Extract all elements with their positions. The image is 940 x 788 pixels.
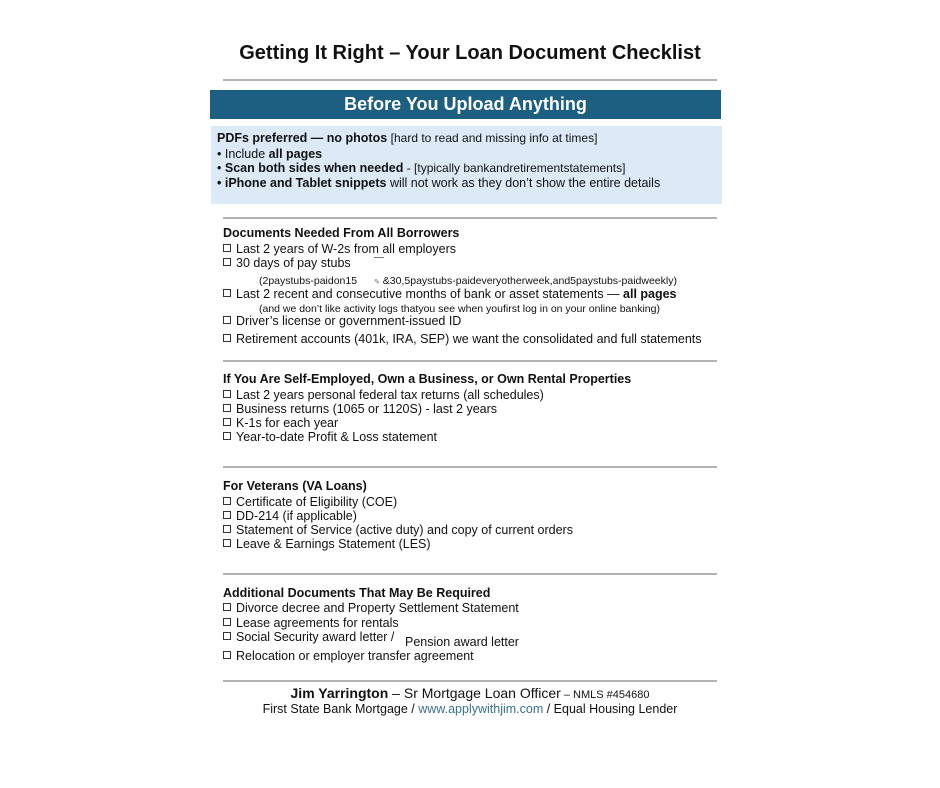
- section-divider: [223, 466, 717, 468]
- footer-divider: [223, 680, 717, 682]
- checklist-item[interactable]: [223, 256, 351, 270]
- paystub-note-c: 5paystubs-paideveryotherweek,and5paystubs-paidweekly): [404, 275, 677, 287]
- checklist-item[interactable]: [223, 287, 677, 301]
- checklist-item-label: Statement of Service (active duty) and copy of current orders: [236, 523, 573, 537]
- checkbox-icon[interactable]: [223, 618, 231, 626]
- tip-pdfs-note: [hard to read and missing info at times]: [390, 131, 598, 145]
- checklist-item[interactable]: [223, 416, 338, 430]
- checkbox-icon[interactable]: [223, 603, 231, 611]
- pencil-icon: ✎: [374, 279, 380, 286]
- checklist-item-bold: all pages: [623, 287, 677, 301]
- checklist-item[interactable]: [223, 649, 474, 663]
- checklist-item[interactable]: [223, 630, 394, 644]
- tip-scan-bold: Scan both sides when needed: [224, 161, 404, 175]
- checklist-item-label: Certificate of Eligibility (COE): [236, 495, 398, 509]
- tip-pdfs-bold: PDFs preferred — no photos: [217, 131, 388, 145]
- paystub-note-b: &30,: [382, 275, 405, 287]
- tip-all-pages-bold: all pages: [268, 147, 323, 161]
- checklist-item[interactable]: [223, 523, 573, 537]
- section-divider: [223, 217, 717, 219]
- checklist-item[interactable]: [223, 314, 461, 328]
- loan-officer-name: Jim Yarrington: [290, 685, 389, 701]
- section-divider: [223, 573, 717, 575]
- tip-scan-sides: [217, 161, 625, 175]
- section-heading-additional: Additional Documents That May Be Required: [223, 586, 491, 600]
- checkbox-icon[interactable]: [223, 404, 231, 412]
- checkbox-icon[interactable]: [223, 316, 231, 324]
- checkbox-icon[interactable]: [223, 418, 231, 426]
- checklist-item-label: Lease agreements for rentals: [236, 616, 399, 630]
- checklist-item[interactable]: [223, 616, 399, 630]
- checkbox-icon[interactable]: [223, 390, 231, 398]
- checkbox-icon[interactable]: [223, 289, 231, 297]
- checklist-item-label: Last 2 recent and consecutive months of bank or asset statements —: [236, 287, 624, 301]
- page-title: Getting It Right – Your Loan Document Checklist: [239, 42, 701, 64]
- company-name: First State Bank Mortgage /: [262, 702, 419, 716]
- checklist-item[interactable]: [223, 509, 357, 523]
- checklist-item[interactable]: [223, 495, 397, 509]
- section-heading-all-borrowers: Documents Needed From All Borrowers: [223, 226, 460, 240]
- tip-scan-note: - [typically bankandretirementstatements]: [403, 161, 626, 175]
- checkbox-icon[interactable]: [223, 334, 231, 342]
- website-link[interactable]: www.applywithjim.com: [418, 702, 544, 716]
- section-heading-self-employed: If You Are Self-Employed, Own a Business, or Own Rental Properties: [223, 372, 632, 386]
- checklist-item[interactable]: [223, 402, 497, 416]
- checklist-item-label: Social Security award letter /: [236, 630, 395, 644]
- upload-banner: Before You Upload Anything: [210, 90, 721, 119]
- checklist-item-label: Relocation or employer transfer agreement: [236, 649, 474, 663]
- checklist-item-label: Driver’s license or government-issued ID: [236, 314, 462, 328]
- tip-iphone-note: will not work as they don’t show the entire details: [389, 176, 661, 190]
- paystub-note: [259, 275, 677, 287]
- checklist-item[interactable]: [223, 388, 544, 402]
- tip-all-pages: [217, 147, 322, 161]
- checkbox-icon[interactable]: [223, 497, 231, 505]
- company-line: [0, 702, 940, 716]
- paystub-note-a: (2paystubs-paidon15: [259, 275, 358, 287]
- checkbox-icon[interactable]: [223, 651, 231, 659]
- bank-statement-note: (and we don’t like activity logs thatyou see when youfirst log in on your online banking): [259, 303, 660, 315]
- checklist-item[interactable]: [223, 242, 456, 256]
- checklist-item[interactable]: [223, 537, 431, 551]
- checklist-item-label: DD-214 (if applicable): [236, 509, 357, 523]
- checkbox-icon[interactable]: [223, 244, 231, 252]
- decorative-dash: [374, 257, 384, 258]
- checklist-item-label: 30 days of pay stubs: [236, 256, 351, 270]
- title-divider: [223, 79, 717, 81]
- tip-scan-prefix: •: [217, 161, 225, 175]
- loan-officer-role: – Sr Mortgage Loan Officer: [388, 685, 561, 701]
- tip-pdfs: [217, 131, 597, 145]
- tip-all-pages-prefix: • Include: [217, 147, 269, 161]
- checklist-item[interactable]: [223, 332, 702, 346]
- checklist-item-label: K-1s for each year: [236, 416, 339, 430]
- checklist-item-label: Leave & Earnings Statement (LES): [236, 537, 431, 551]
- checklist-item-label: Retirement accounts (401k, IRA, SEP) we want the consolidated and full statements: [236, 332, 702, 346]
- tip-iphone-bold: • iPhone and Tablet snippets: [217, 176, 387, 190]
- section-heading-veterans: For Veterans (VA Loans): [223, 479, 367, 493]
- tip-iphone: [217, 176, 660, 190]
- checkbox-icon[interactable]: [223, 632, 231, 640]
- checkbox-icon[interactable]: [223, 539, 231, 547]
- checklist-item[interactable]: [223, 430, 437, 444]
- checkbox-icon[interactable]: [223, 525, 231, 533]
- checkbox-icon[interactable]: [223, 258, 231, 266]
- checkbox-icon[interactable]: [223, 432, 231, 440]
- checklist-item-label: Last 2 years personal federal tax returns (all schedules): [236, 388, 544, 402]
- checklist-item-label: Last 2 years of W-2s from all employers: [236, 242, 456, 256]
- section-divider: [223, 360, 717, 362]
- checklist-item-label: Business returns (1065 or 1120S) - last 2 years: [236, 402, 498, 416]
- checklist-item-label: Year-to-date Profit & Loss statement: [236, 430, 438, 444]
- checklist-item[interactable]: [223, 601, 519, 615]
- checkbox-icon[interactable]: [223, 511, 231, 519]
- nmls-number: – NMLS #454680: [560, 689, 650, 701]
- equal-housing: / Equal Housing Lender: [543, 702, 678, 716]
- pension-award-label: Pension award letter: [405, 635, 519, 649]
- loan-officer-line: [0, 685, 940, 701]
- checklist-item-label: Divorce decree and Property Settlement Statement: [236, 601, 519, 615]
